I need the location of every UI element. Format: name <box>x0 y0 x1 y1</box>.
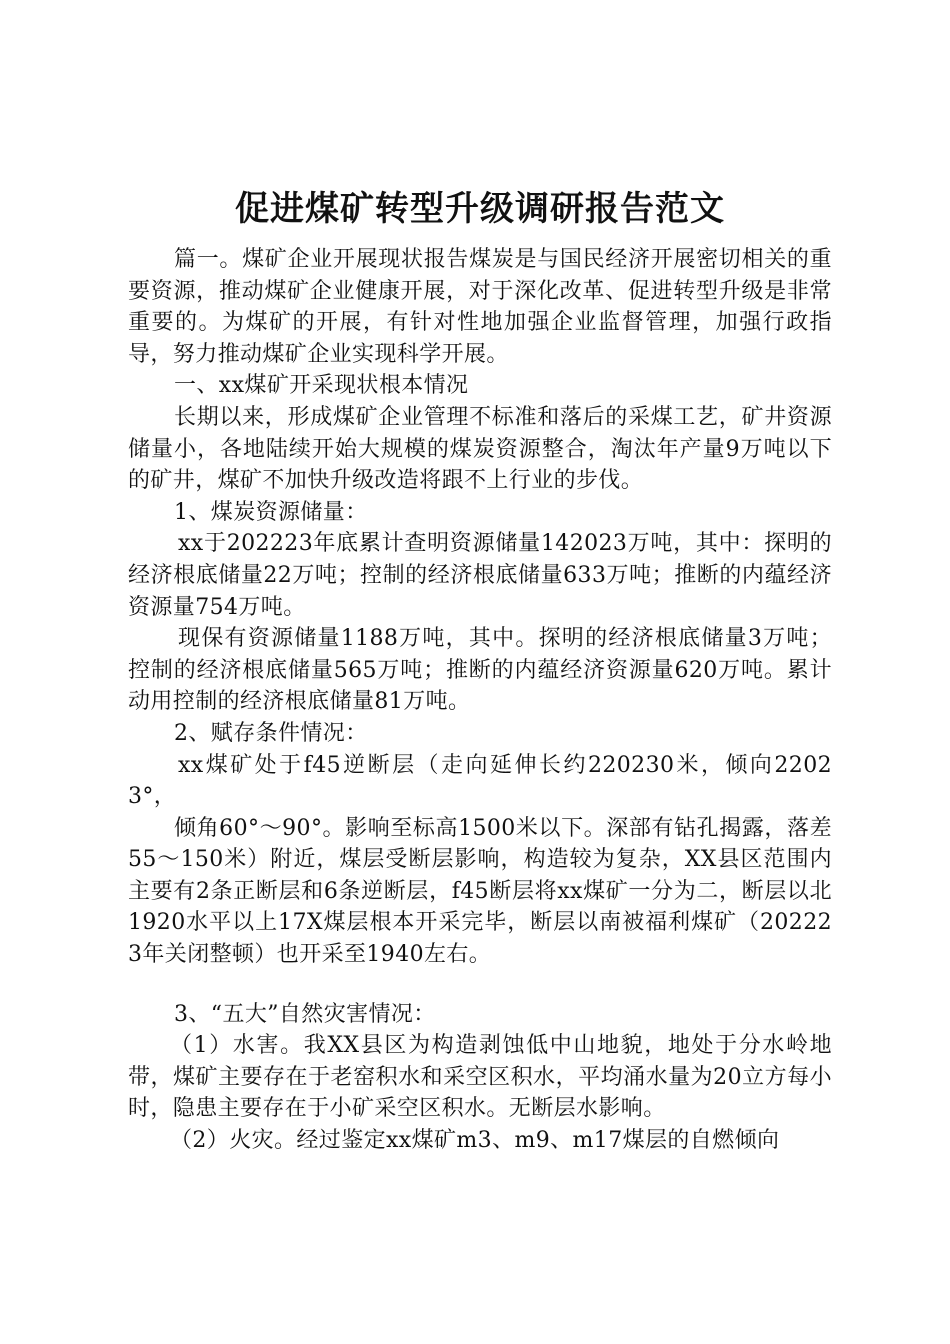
paragraph-fire-hazard: （2）火灾。经过鉴定xx煤矿m3、m9、m17煤层的自燃倾向 <box>170 1128 780 1154</box>
paragraph-background: 长期以来，形成煤矿企业管理不标准和落后的采煤工艺，矿井资源储量小，各地陆续开始大规模的煤炭资源整合，淘汰年产量9万吨以下的矿井，煤矿不加快升级改造将跟不上行业的步伐。 <box>128 404 832 494</box>
subheading-disasters: 3、“五大”自然灾害情况： <box>174 1001 436 1027</box>
paragraph-reserves-total: xx于202223年底累计查明资源储量142023万吨，其中：探明的经济根底储量22万吨；控制的经济根底储量633万吨；推断的内蕴经济资源量754万吨。 <box>128 531 832 620</box>
paragraph-intro: 篇一。煤矿企业开展现状报告煤炭是与国民经济开展密切相关的重要资源，推动煤矿企业健康开展，对于深化改革、促进转型升级是非常重要的。为煤矿的开展，有针对性地加强企业监督管理，加强行政指导，努力推动煤矿企业实现科学开展。 <box>128 247 832 367</box>
paragraph-water-hazard: （1）水害。我XX县区为构造剥蚀低中山地貌，地处于分水岭地带，煤矿主要存在于老窑积水和采空区积水，平均涌水量为20立方每小时，隐患主要存在于小矿采空区积水。无断层水影响。 <box>128 1033 832 1122</box>
paragraph-fault: xx煤矿处于f45逆断层（走向延伸长约220230米，倾向22023°， <box>128 752 832 810</box>
paragraph-fault-detail: 倾角60°～90°。影响至标高1500米以下。深部有钻孔揭露，落差55～150米）附近，煤层受断层影响，构造较为复杂，XX县区范围内主要有2条正断层和6条逆断层，f45断层将xx煤矿一分为二，断层以北1920水平以上17X煤层根本开采完毕，断层以南被福利煤矿（202223年关闭整顿）也开采至1940左右。 <box>128 815 832 968</box>
section-heading-1: 一、xx煤矿开采现状根本情况 <box>174 373 469 399</box>
paragraph-reserves-remaining: 现保有资源储量1188万吨，其中。探明的经济根底储量3万吨；控制的经济根底储量565万吨；推断的内蕴经济资源量620万吨。累计动用控制的经济根底储量81万吨。 <box>128 626 832 715</box>
paragraph-spacer <box>128 971 832 999</box>
document-title: 促进煤矿转型升级调研报告范文 <box>235 189 725 229</box>
subheading-reserves: 1、煤炭资源储量： <box>174 499 368 525</box>
subheading-occurrence: 2、赋存条件情况： <box>174 720 368 746</box>
